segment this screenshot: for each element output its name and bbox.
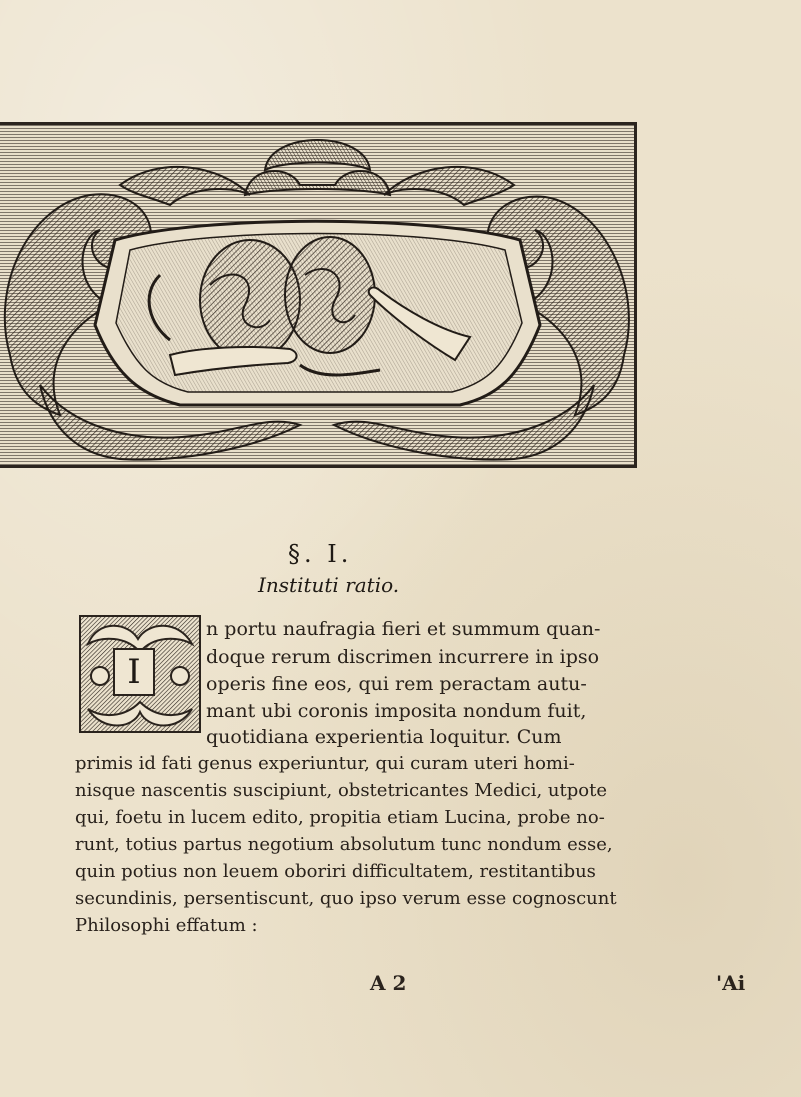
text-line: mant ubi coronis imposita nondum fuit, <box>206 700 587 722</box>
text-line: quotidiana experientia loquitur. Cum <box>206 726 562 748</box>
text-line: primis id fati genus experiuntur, qui curam uteri homi- <box>75 753 575 774</box>
engraved-headpiece <box>0 122 637 468</box>
text-line: doque rerum discrimen incurrere in ipso <box>206 646 600 668</box>
text-line: qui, foetu in lucem edito, propitia etiam Lucina, probe no- <box>75 807 605 828</box>
signature-mark: A 2 <box>370 971 407 995</box>
text-line: n portu naufragia fieri et summum quan- <box>206 618 601 640</box>
headpiece-illustration <box>0 125 634 468</box>
text-line: quin potius non leuem oboriri difficultatem, restitantibus <box>75 861 596 882</box>
catchword: 'Ai <box>716 971 746 995</box>
text-line: runt, totius partus negotium absolutum tunc nondum esse, <box>75 834 613 855</box>
section-heading: §. I. <box>288 540 353 568</box>
initial-letter: I <box>113 648 155 696</box>
text-line: Philosophi effatum : <box>75 915 258 936</box>
text-line: operis fine eos, qui rem peractam autu- <box>206 673 587 695</box>
text-line: nisque nascentis suscipiunt, obstetricantes Medici, utpote <box>75 780 608 801</box>
text-line: secundinis, persentiscunt, quo ipso verum esse cognoscunt <box>75 888 617 909</box>
section-subtitle: Instituti ratio. <box>258 573 400 597</box>
